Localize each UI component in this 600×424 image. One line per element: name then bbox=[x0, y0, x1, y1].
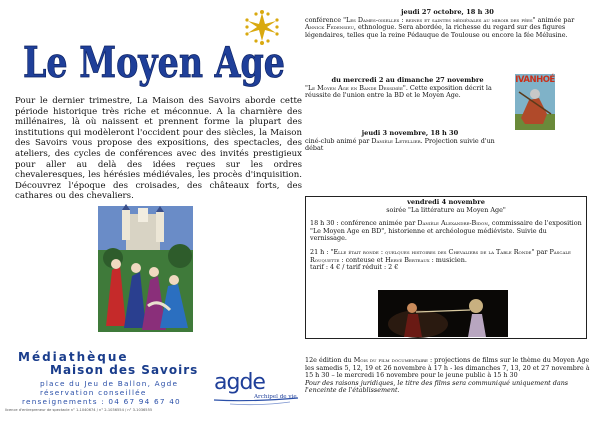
intro-paragraph: Pour le dernier trimestre, La Maison des Savoirs aborde cette période historique très riche et méconnue. A la charnière des millénaires, là où naissent et prennent forme la plupart des institutions qui modèleront l'occident pour des siècles, la Maison des Savoirs vous propose des expositions, des spectacles, des ateliers, des cycles de conférences avec des invités prestigieux pour aller au delà des idées reçues sur les ordres chevaleresques, les hérésies médiévales, les procès d'inquisition. Découvrez l'époque des croisades, des châteaux forts, des cathares ou des chevaliers. bbox=[15, 96, 302, 202]
agde-logo-name: agde bbox=[214, 370, 265, 395]
performance-photo bbox=[378, 290, 508, 337]
event-date: du mercredi 2 au dimanche 27 novembre bbox=[331, 76, 484, 84]
page-title-text: Le Moyen Age bbox=[23, 38, 285, 87]
medieval-painting bbox=[98, 206, 193, 332]
featured-title: soirée "La littérature au Moyen Age" bbox=[386, 205, 506, 214]
event-date: jeudi 3 novembre, 18 h 30 bbox=[361, 129, 459, 137]
license-note: licence d'entrepreneur de spectacle n° 1-1040674 / n° 2-1036554 / n° 3-1036555 bbox=[5, 408, 153, 412]
maison-name: Maison des Savoirs bbox=[50, 363, 199, 377]
event-title: "Le Moyen Age en Bande Dessinée" bbox=[305, 83, 406, 92]
ivanhoe-title: IVANHOÉ bbox=[515, 75, 555, 85]
ivanhoe-poster bbox=[515, 74, 555, 130]
event-speaker: Annick Fedensieu bbox=[305, 23, 354, 32]
featured-tarif: tarif : 4 € / tarif réduit : 2 € bbox=[310, 263, 399, 272]
featured-part-1: 18 h 30 : conférence animée par Danièle Alexandre-Bidon, commissaire de l'exposition "Le Moyen Age en BD", historienne et archéologue médiéviste. Suivie du vernissage. bbox=[310, 219, 582, 243]
booking-note: réservation conseillée bbox=[40, 388, 147, 397]
event-cine-club: jeudi 3 novembre, 18 h 30 ciné-club animé par Danièle Letellier. Projection suivie d'un débat bbox=[305, 130, 515, 153]
event-speaker: Danièle Letellier bbox=[371, 136, 421, 145]
mediatheque-name: Médiathèque bbox=[18, 350, 129, 364]
page-title bbox=[20, 36, 288, 88]
featured-part-2: 21 h : "Elle était ronde : quelques histoires des Chevaliers de la Table Ronde" par Pascale Rouquette : conteuse et Hervé Berteaux : musicien. bbox=[310, 247, 571, 264]
agde-logo bbox=[210, 372, 305, 406]
event-exposition-bd: du mercredi 2 au dimanche 27 novembre "Le Moyen Age en Bande Dessinée". Cette exposition décrit la réussite de l'union entre la BD et le Moyen Age. bbox=[305, 77, 510, 100]
event-title: "Les Dames-oiselles : reines et saintes médiévales au miroir des fées" bbox=[343, 15, 536, 24]
documentary-schedule: les samedis 5, 12, 19 et 26 novembre à 17 h - les dimanches 7, 13, 20 et 27 novembre à 15 h 30 – le mercredi 16 novembre pour le jeune public à 15 h 30 bbox=[305, 363, 590, 380]
documentary-section: 12e édition du Mois du film documentaire : projections de films sur le thème du Moyen Age les samedis 5, 12, 19 et 26 novembre à 17 h - les dimanches 7, 13, 20 et 27 novembre à 15 h 30 – le mercredi 16 novembre pour le jeune public à 15 h 30 Pour des raisons juridiques, le titre des films sera communiqué uniquement dans l'enceinte de l'établissement. bbox=[305, 356, 590, 395]
event-date: jeudi 27 octobre, 18 h 30 bbox=[401, 8, 494, 16]
documentary-note: Pour des raisons juridiques, le titre des films sera communiqué uniquement dans l'enceinte de l'établissement. bbox=[305, 378, 569, 395]
address: place du Jeu de Ballon, Agde bbox=[40, 379, 179, 388]
phone: renseignements : 04 67 94 67 40 bbox=[22, 397, 181, 406]
agde-logo-tagline: Archipel de vie bbox=[254, 394, 297, 400]
event-conference-dames-oiselles: jeudi 27 octobre, 18 h 30 conférence "Les Dames-oiselles : reines et saintes médiévales au miroir des fées" animée par Annick Fedensieu, ethnologue. Sera abordée, la richesse du regard sur des figures légendaires, telles que la reine Pédauque de Toulouse ou encore la fée Mélusine. bbox=[305, 9, 590, 39]
documentary-name: Mois du film documentaire bbox=[353, 356, 428, 364]
featured-date: vendredi 4 novembre bbox=[407, 198, 485, 206]
